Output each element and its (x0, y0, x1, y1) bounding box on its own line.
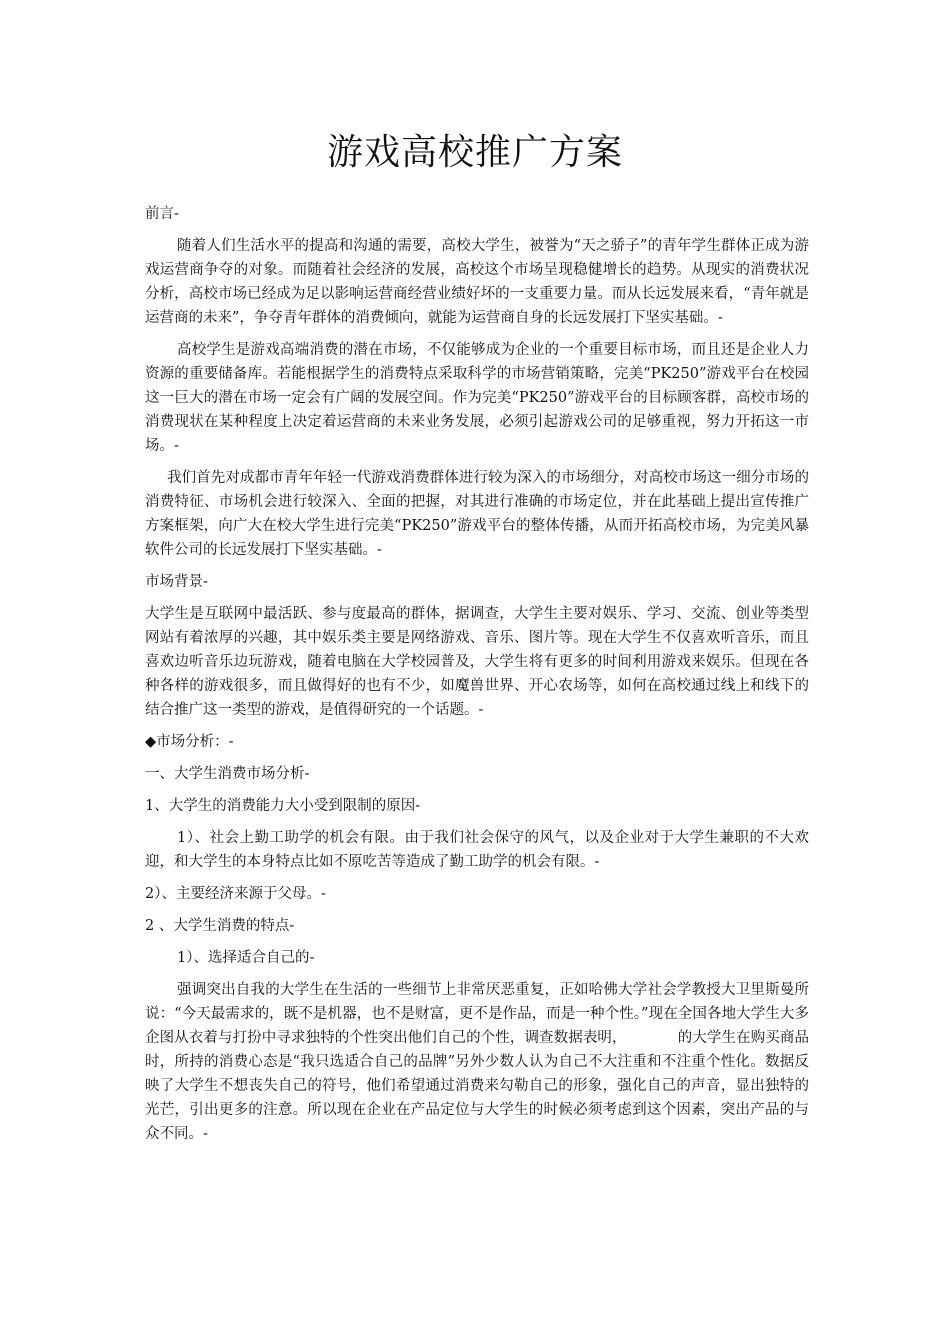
paragraph: 强调突出自我的大学生在生活的一些细节上非常厌恶重复，正如哈佛大学社会学教授大卫里斯曼所说：“今天最需求的，既不是机器，也不是财富，更不是作品，而是一种个性。”现在全国各地大学生大多企图从衣着与打扮中寻求独特的个性突出他们自己的个性，调查数据表明， 的大学生在购买商品时，所持的消费心态是“我只选适合自己的品牌”另外少数人认为自己不大注重和不注重个性化。数据反映了大学生不想丧失自己的符号，他们希望通过消费来勾勒自己的形象，强化自己的声音，显出独特的光芒，引出更多的注意。所以现在企业在产品定位与大学生的时候必须考虑到这个因素，突出产品的与众不同。- (145, 982, 809, 1142)
paragraph: 高校学生是游戏高端消费的潜在市场，不仅能够成为企业的一个重要目标市场，而且还是企业人力资源的重要储备库。若能根据学生的消费特点采取科学的市场营销策略，完美“PK250”游戏平台在校园这一巨大的潜在市场一定会有广阔的发展空间。作为完美“PK250”游戏平台的目标顾客群，高校市场的消费现状在某种程度上决定着运营商的未来业务发展，必须引起游戏公司的足够重视，努力开拓这一市场。- (145, 342, 809, 454)
paragraph: 随着人们生活水平的提高和沟通的需要，高校大学生，被誉为“天之骄子”的青年学生群体正成为游戏运营商争夺的对象。而随着社会经济的发展，高校这个市场呈现稳健增长的趋势。从现实的消费状况分析，高校市场已经成为足以影响运营商经营业绩好坏的一支重要力量。而从长远发展来看，“青年就是运营商的未来”，争夺青年群体的消费倾向，就能为运营商自身的长远发展打下坚实基础。- (145, 238, 809, 326)
section-heading-market-analysis: ◆市场分析：- (145, 734, 234, 750)
section-heading-preface: 前言- (145, 206, 179, 222)
document-body (145, 202, 809, 1154)
document-title: 游戏高校推广方案 (326, 132, 623, 174)
list-item: 1）、选择适合自己的- (177, 950, 315, 966)
paragraph: 我们首先对成都市青年年轻一代游戏消费群体进行较为深入的市场细分，对高校市场这一细分市场的消费特征、市场机会进行较深入、全面的把握，对其进行准确的市场定位，并在此基础上提出宣传推广方案框架，向广大在校大学生进行完美“PK250”游戏平台的整体传播，从而开拓高校市场，为完美风暴软件公司的长远发展打下坚实基础。- (145, 470, 809, 558)
section-heading-market-background: 市场背景- (145, 574, 208, 590)
subheading: 一、大学生消费市场分析- (145, 766, 310, 782)
paragraph: 大学生是互联网中最活跃、参与度最高的群体，据调查，大学生主要对娱乐、学习、交流、创业等类型网站有着浓厚的兴趣，其中娱乐类主要是网络游戏、音乐、图片等。现在大学生不仅喜欢听音乐，而且喜欢边听音乐边玩游戏，随着电脑在大学校园普及，大学生将有更多的时间利用游戏来娱乐。但现在各种各样的游戏很多，而且做得好的也有不少，如魔兽世界、开心农场等，如何在高校通过线上和线下的结合推广这一类型的游戏，是值得研究的一个话题。- (145, 606, 809, 718)
list-item: 2）、主要经济来源于父母。- (145, 886, 326, 902)
paragraph: 1）、社会上勤工助学的机会有限。由于我们社会保守的风气，以及企业对于大学生兼职的不大欢迎，和大学生的本身特点比如不原吃苦等造成了勤工助学的机会有限。- (145, 830, 809, 870)
subheading: 2 、大学生消费的特点- (145, 918, 295, 934)
subheading: 1、大学生的消费能力大小受到限制的原因- (145, 798, 421, 814)
